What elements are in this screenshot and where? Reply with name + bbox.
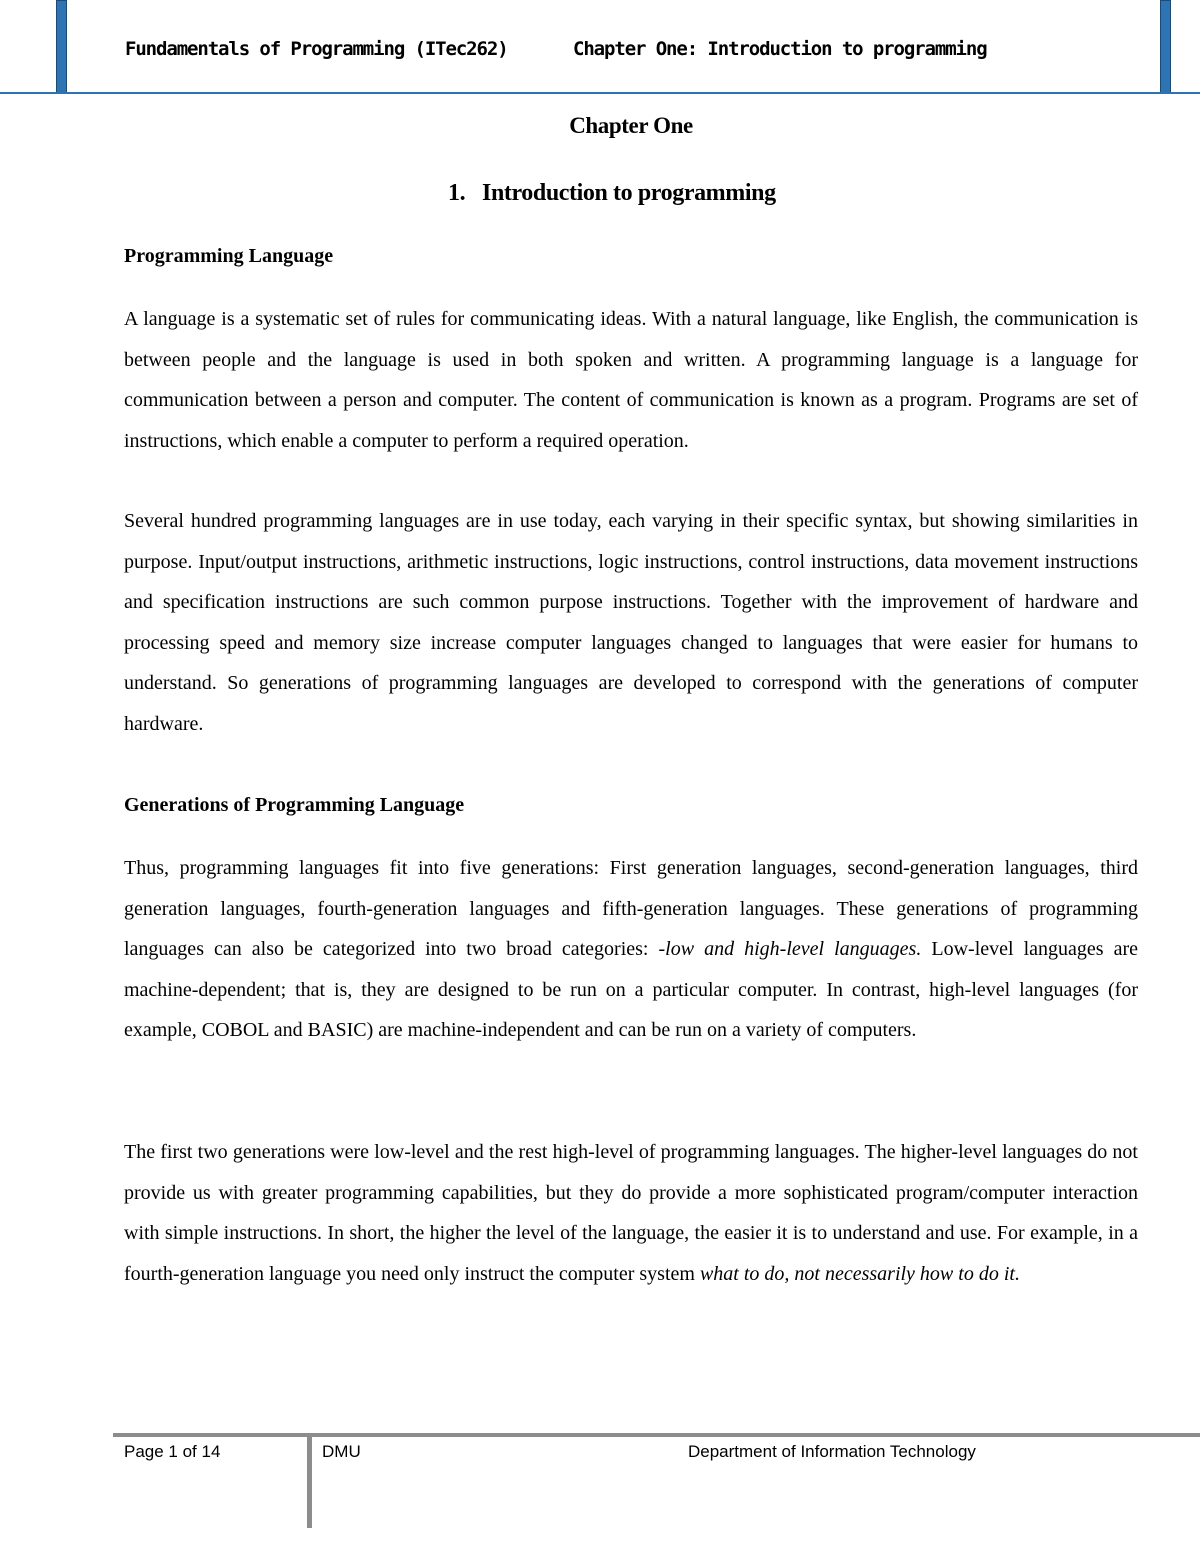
header-accent-bar-right bbox=[1160, 0, 1171, 93]
subsection-heading-generations: Generations of Programming Language bbox=[124, 794, 465, 816]
paragraph-language-definition: A language is a systematic set of rules for communicating ideas. With a natural language, like English, the communication is between people and the language is used in both spoken and written. A programming language is a language for communication between a person and computer. The content of communication is known as a program. Programs are set of instructions, which enable a computer to perform a required operation. bbox=[124, 308, 1138, 452]
paragraph-levels bbox=[124, 1132, 1138, 1294]
paragraph-levels-text: The first two generations were low-level and the rest high-level of programming languages. The higher-level languages do not provide us with greater programming capabilities, but they do provide a more sophisticated program/computer interaction with simple instructions. In short, the higher the level of the language, the easier it is to understand and use. For example, in a fourth-generation language you need only instruct the computer system bbox=[124, 1141, 1138, 1285]
section-number: 1. bbox=[448, 180, 466, 206]
paragraph-generations-text-end: Low-level languages are machine-dependent; that is, they are designed to be run on a particular computer. In contrast, high-level languages (for example, COBOL and BASIC) are machine-independent and can be run on a variety of computers. bbox=[124, 938, 1139, 1041]
header-accent-bar-left bbox=[56, 0, 67, 93]
footer-page-number: Page 1 of 14 bbox=[124, 1442, 221, 1461]
header-course-title: Fundamentals of Programming (ITec262) bbox=[125, 38, 508, 60]
section-title-text: Introduction to programming bbox=[482, 180, 776, 206]
paragraph-levels-emphasis: what to do, not necessarily how to do it. bbox=[699, 1262, 1020, 1285]
section-title bbox=[448, 180, 776, 207]
chapter-title: Chapter One bbox=[569, 113, 693, 138]
paragraph-generations bbox=[124, 848, 1138, 1051]
footer-organization: DMU bbox=[322, 1442, 361, 1461]
paragraph-programming-languages-overview: Several hundred programming languages are in use today, each varying in their specific syntax, but showing similarities in purpose. Input/output instructions, arithmetic instructions, logic instructions, control instructions, data movement instructions and specification instructions are such common purpose instructions. Together with the improvement of hardware and processing speed and memory size increase computer languages changed to languages that were easier for humans to understand. So generations of programming languages are developed to correspond with the generations of computer hardware. bbox=[124, 510, 1138, 735]
subsection-heading-programming-language: Programming Language bbox=[124, 245, 334, 267]
header-rule bbox=[0, 92, 1200, 94]
footer-divider bbox=[307, 1433, 312, 1528]
footer-department: Department of Information Technology bbox=[688, 1442, 976, 1461]
footer-rule bbox=[113, 1433, 1200, 1437]
paragraph-generations-emphasis: -low and high-level languages. bbox=[658, 938, 922, 960]
header-chapter-title: Chapter One: Introduction to programming bbox=[573, 38, 987, 60]
paragraph-generations-text: Thus, programming languages fit into five generations: First generation languages, second-generation languages, third generation languages, fourth-generation languages and fifth-generation languages. These generations of programming languages can also be categorized into two broad categories: bbox=[124, 857, 1138, 960]
